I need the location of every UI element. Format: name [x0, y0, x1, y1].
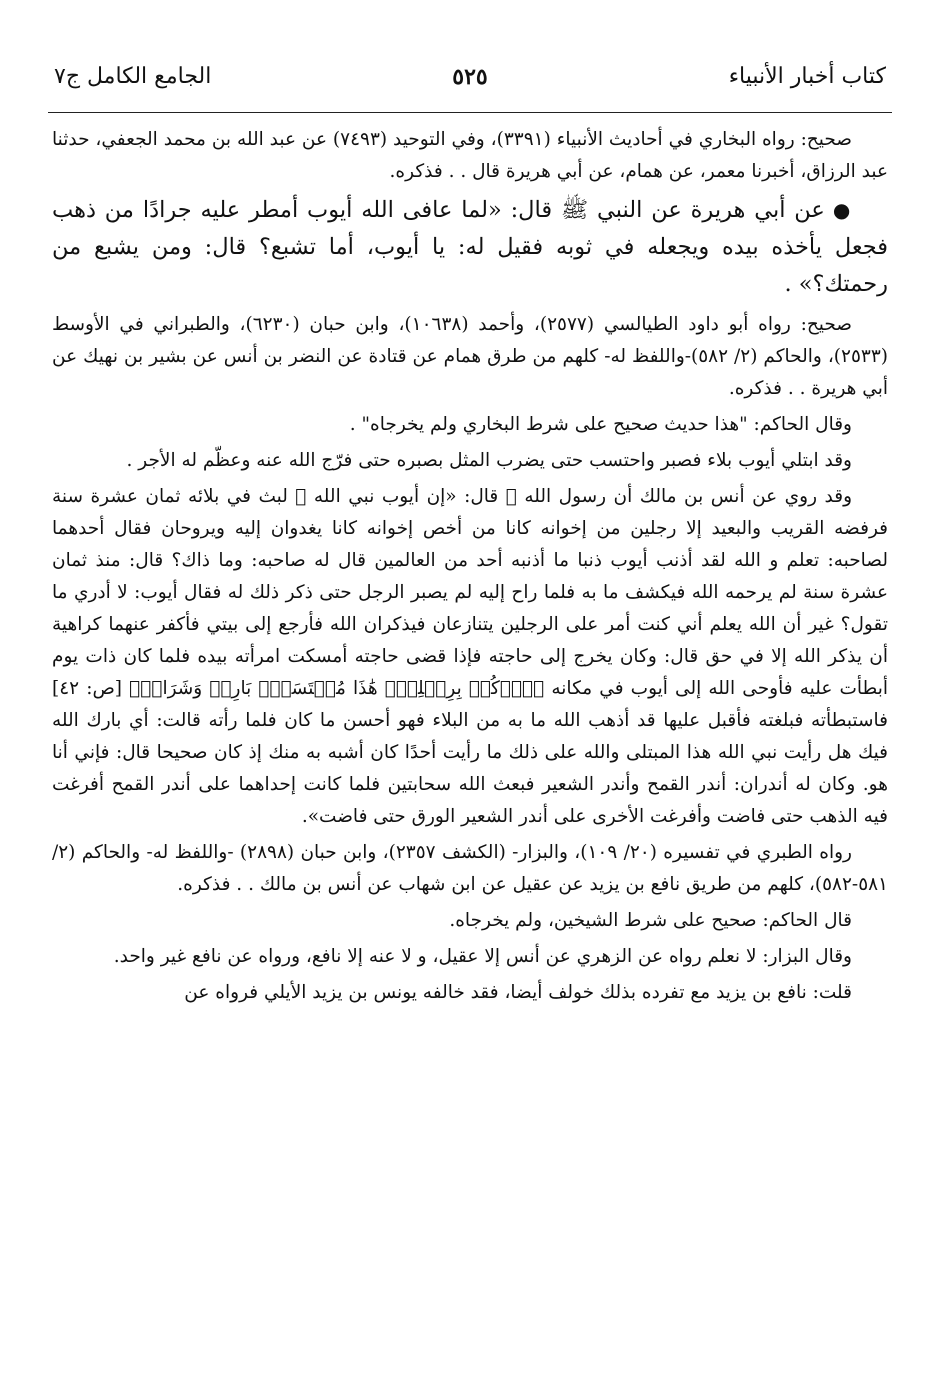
commentary-paragraph: وقد ابتلي أيوب بلاء فصبر واحتسب حتى يضرب المثل بصبره حتى فرّج الله عنه وعظّم له الأجر .	[126, 450, 852, 471]
commentary-paragraph: قلت: نافع بن يزيد مع تفرده بذلك خولف أيضا، فقد خالفه يونس بن يزيد الأيلي فرواه عن	[184, 982, 852, 1003]
takhrij-paragraph: صحيح: رواه أبو داود الطيالسي (٢٥٧٧)، وأحمد (١٠٦٣٨)، وابن حبان (٦٢٣٠)، والطبراني في الأوسط (٢٥٣٣)، والحاكم (٢/ ٥٨٢)-واللفظ له- كلهم من طرق همام عن قتادة عن النضر بن أنس عن بشير بن نهيك عن أبي هريرة . . فذكره.	[52, 314, 888, 399]
takhrij-paragraph: صحيح: رواه البخاري في أحاديث الأنبياء (٣٣٩١)، وفي التوحيد (٧٤٩٣) عن عبد الله بن محمد الجعفي، حدثنا عبد الرزاق، أخبرنا معمر، عن همام، عن أبي هريرة قال . . فذكره.	[52, 129, 888, 182]
page-body	[52, 124, 888, 1013]
volume-label: الجامع الكامل ج٧	[54, 64, 212, 89]
header-divider	[48, 112, 892, 113]
commentary-paragraph: قال الحاكم: صحيح على شرط الشيخين، ولم يخرجاه.	[449, 910, 852, 931]
takhrij-paragraph: رواه الطبري في تفسيره (٢٠/ ١٠٩)، والبزار- (الكشف ٢٣٥٧)، وابن حبان (٢٨٩٨) -واللفظ له- والحاكم (٢/ ٥٨١-٥٨٢)، كلهم من طريق نافع بن يزيد عن عقيل عن ابن شهاب عن أنس بن مالك . . فذكره.	[52, 842, 888, 895]
commentary-paragraph: وقال البزار: لا نعلم رواه عن الزهري عن أنس إلا عقيل، و لا عنه إلا نافع، ورواه عن نافع غير واحد.	[113, 946, 852, 967]
running-header	[54, 64, 886, 104]
book-title: كتاب أخبار الأنبياء	[728, 64, 886, 89]
hadith-text: عن أبي هريرة عن النبي ﷺ قال: «لما عافى الله أيوب أمطر عليه جرادًا من ذهب فجعل يأخذه بيده ويجعله في ثوبه فقيل له: يا أيوب، أما تشبع؟ قال: ومن يشبع من رحمتك؟» .	[52, 197, 888, 297]
commentary-paragraph: وقال الحاكم: "هذا حديث صحيح على شرط البخاري ولم يخرجاه" .	[349, 414, 852, 435]
page-number: ٥٢٥	[452, 64, 488, 90]
narration-paragraph: وقد روي عن أنس بن مالك أن رسول الله ﷺ قال: «إن أيوب نبي الله ﷺ لبث في بلائه ثمان عشرة سنة فرفضه القريب والبعيد إلا رجلين من إخوانه كانا من أخص إخوانه كانا يغدوان إليه ويروحان فقال أحدهما لصاحبه: تعلم و الله لقد أذنب أيوب ذنبا ما أذنبه أحد من العالمين قال له صاحبه: وما ذاك؟ قال: منذ ثمان عشرة سنة لم يرحمه الله فيكشف ما به فلما راح إليه لم يصبر الرجل حتى ذكر ذلك له فقال أيوب: لا أدري ما تقول؟ غير أن الله يعلم أني كنت أمر على الرجلين يتنازعان فيذكران الله فأرجع إلى بيتي فأكفر عنهما كراهية أن يذكر الله إلا في حق قال: وكان يخرج إلى حاجته فإذا قضى حاجته أمسكت امرأته بيده فلما كان ذات يوم أبطأت عليه فأوحى الله إلى أيوب في مكانه ﴿ٱرۡكُضۡ بِرِجۡلِكَۖ هَٰذَا مُغۡتَسَلُۢ بَارِدٞ وَشَرَابٞ﴾ [ص: ٤٢] فاستبطأته فبلغته فأقبل عليها قد أذهب الله ما به من البلاء فهو أحسن ما كان فلما رأته قالت: أي بارك الله فيك هل رأيت نبي الله هذا المبتلى والله على ذلك ما رأيت أحدًا كان أشبه به منك إذ كان صحيحا قال: فإني أنا هو. وكان له أندران: أندر القمح وأندر الشعير فبعث الله سحابتين فلما كانت إحداهما على أندر القمح أفرغت فيه الذهب حتى فاضت وأفرغت الأخرى على أندر الشعير الورق حتى فاضت».	[52, 486, 888, 827]
bullet-icon: ●	[832, 198, 852, 222]
hadith-paragraph	[52, 192, 888, 303]
